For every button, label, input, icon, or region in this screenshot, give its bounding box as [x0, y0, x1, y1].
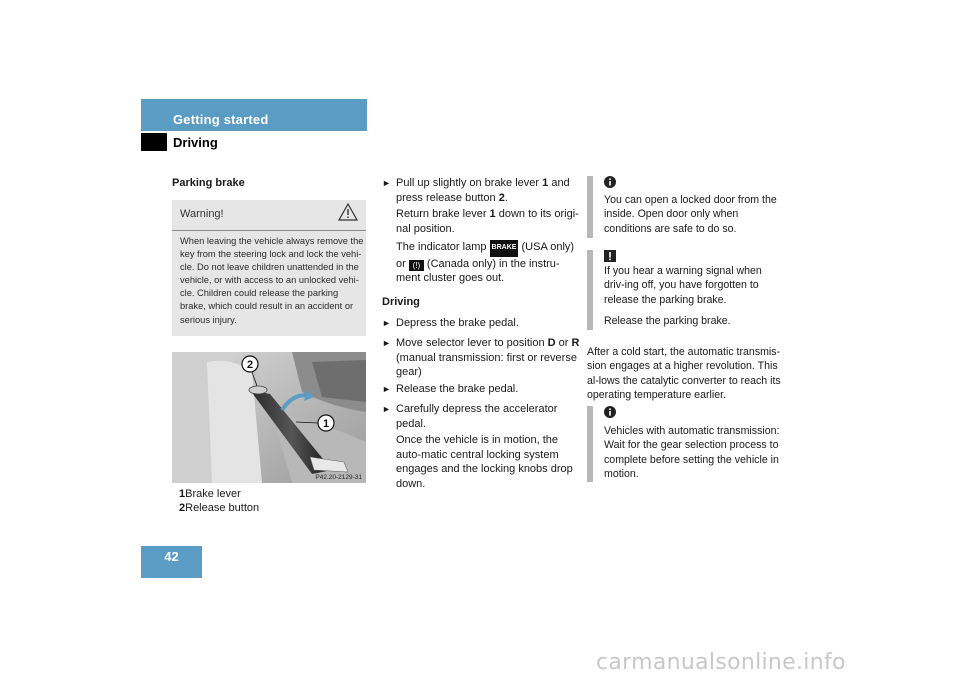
subsection-title: Driving: [173, 135, 218, 150]
note-text: If you hear a warning signal when driv-ing off, you have forgotten to release the parking brake.: [604, 265, 762, 306]
note-bar: [587, 176, 593, 238]
central-locking-text: Once the vehicle is in motion, the auto-matic central locking system engages and the locking knobs drop down.: [396, 434, 573, 490]
note-text: Vehicles with automatic transmission: Wait for the gear selection process to complete before setting the vehicle in motion.: [604, 425, 780, 480]
note-bar: [587, 250, 593, 330]
warning-text: When leaving the vehicle always remove the key from the steering lock and lock the vehi-cle. Do not leave children unattended in the vehicle, or with access to an unlocked vehi-cle. Children could release the parking brake, which could result in an accident or serious injury.: [180, 236, 364, 325]
caption-item: 1Brake lever: [179, 488, 241, 500]
warning-divider: [172, 230, 366, 231]
warning-title: Warning!: [180, 208, 224, 220]
caption-item: 2Release button: [179, 501, 260, 514]
arrow-bullet-icon: ►: [382, 338, 391, 348]
arrow-bullet-icon: ►: [382, 318, 391, 328]
indicator-lamp-text: The indicator lamp BRAKE (USA only) or (!) (Canada only) in the instru-ment cluster goes out.: [396, 241, 575, 284]
info-icon: [604, 176, 616, 191]
arrow-bullet-icon: ►: [382, 384, 391, 394]
note-bar: [587, 406, 593, 482]
caution-icon: [604, 250, 616, 265]
brake-warning-lamp-icon: (!): [409, 260, 424, 271]
callout-1: 1: [322, 418, 330, 430]
photo-code: P42.20-2129-31: [315, 474, 362, 481]
callout-2: 2: [246, 359, 254, 371]
note-text: Release the parking brake.: [604, 315, 731, 327]
driving-heading: Driving: [382, 296, 420, 308]
info-note-door: [587, 176, 783, 238]
info-note-gear-selection: [587, 406, 783, 482]
photo-captions: [179, 488, 259, 515]
page-number: 42: [164, 549, 179, 564]
warning-box: [172, 200, 366, 336]
parking-brake-heading: Parking brake: [172, 177, 245, 189]
caution-note-parking-brake: [587, 250, 783, 330]
section-marker: [141, 133, 167, 151]
return-lever-text: Return brake lever 1 down to its origi-nal position.: [396, 208, 579, 235]
arrow-bullet-icon: ►: [382, 178, 391, 188]
info-icon: [604, 406, 616, 421]
warning-triangle-icon: [338, 203, 358, 226]
parking-brake-photo: [172, 352, 366, 483]
arrow-bullet-icon: ►: [382, 404, 391, 414]
note-text: You can open a locked door from the inside. Open door only when conditions are safe to do so.: [604, 194, 777, 235]
watermark: carmanualsonline.info: [596, 650, 846, 675]
section-title: Getting started: [173, 112, 269, 127]
brake-lamp-icon: BRAKE: [490, 240, 519, 257]
cold-start-text: After a cold start, the automatic transmis-sion engages at a higher revolution. This al-lows the catalytic converter to reach its operating temperature earlier.: [587, 346, 781, 401]
